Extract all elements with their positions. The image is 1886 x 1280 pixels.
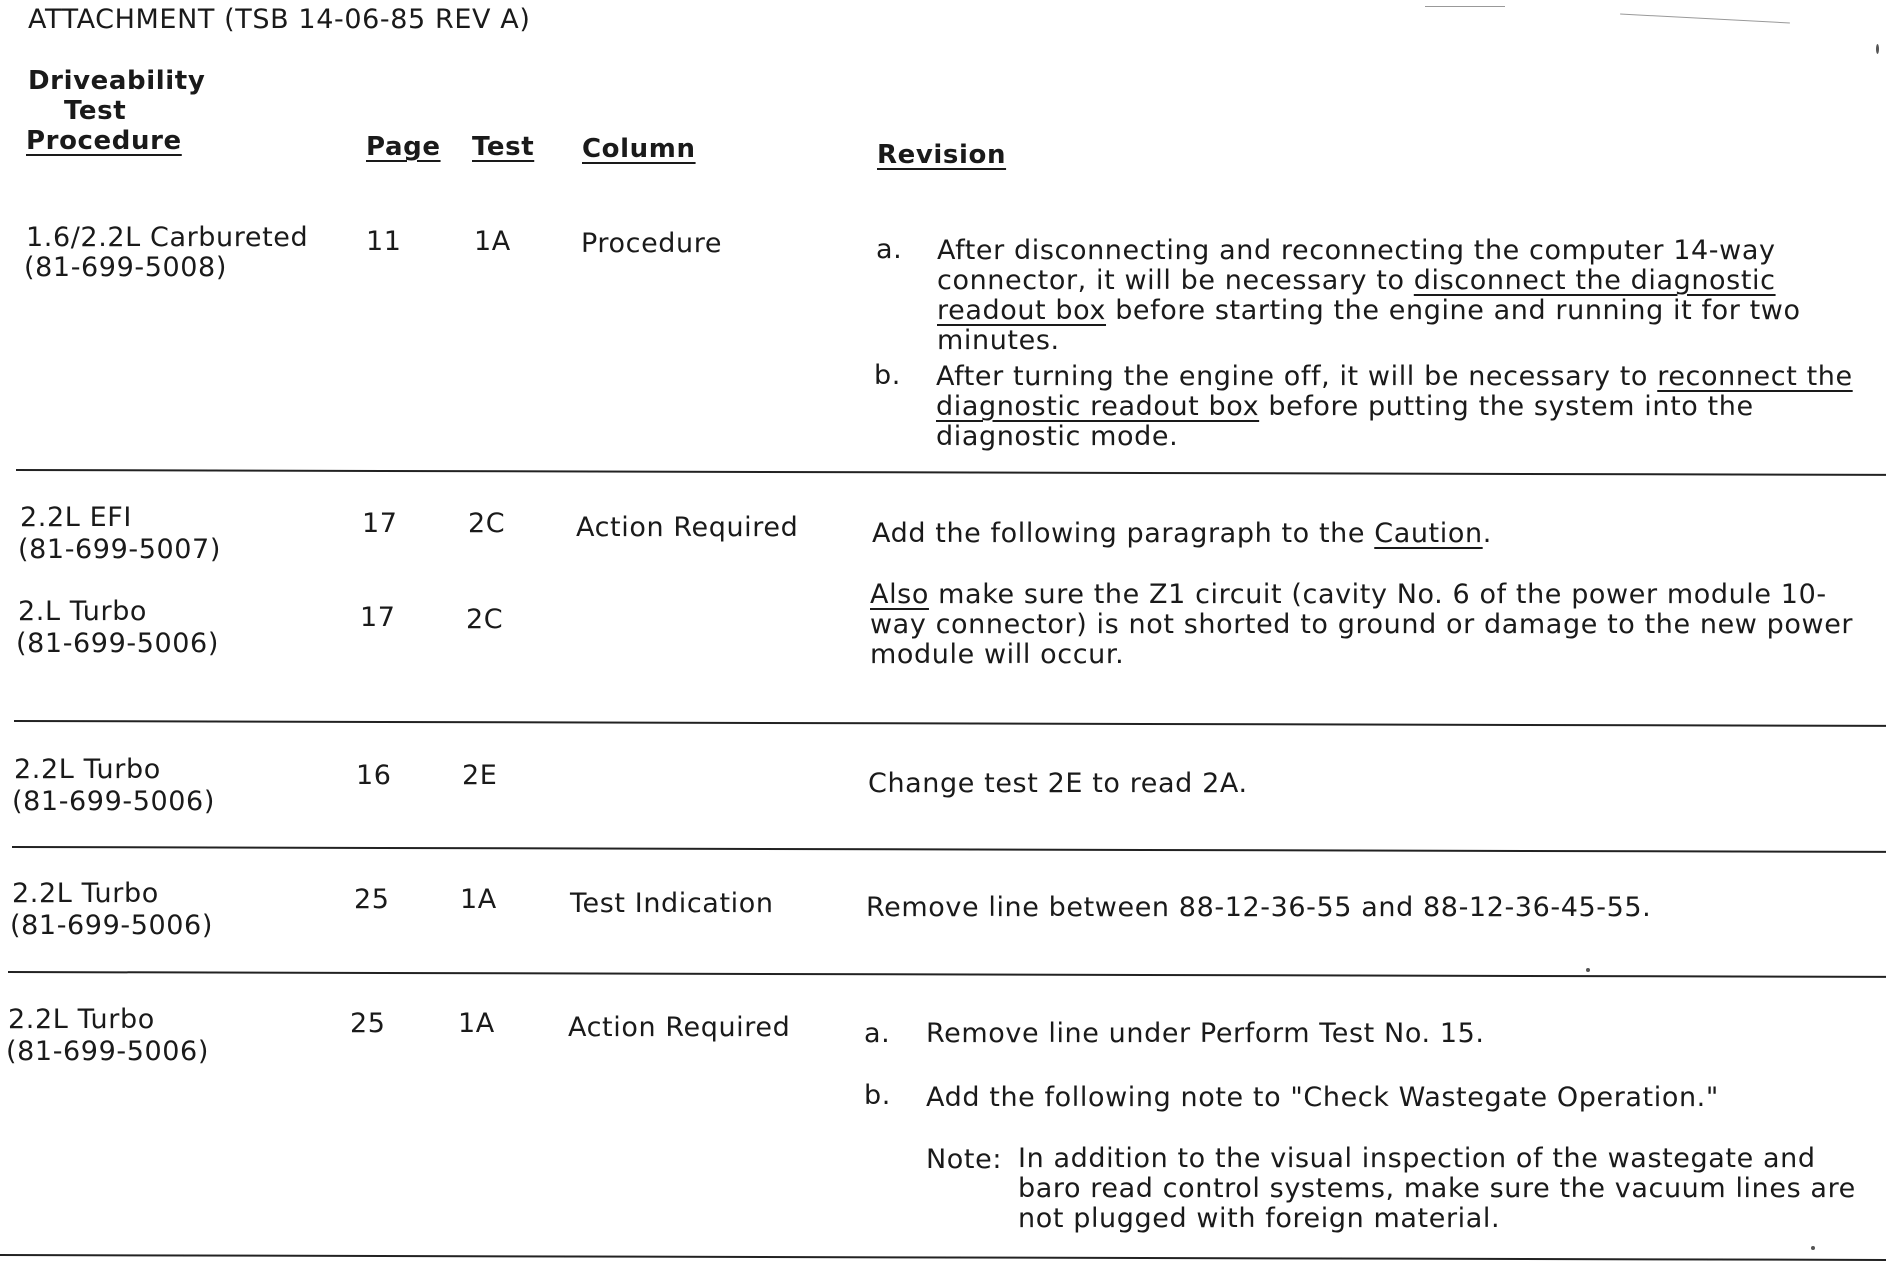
col-header-revision: Revision <box>877 140 1007 170</box>
revision-text <box>937 236 1857 356</box>
test-code: 1A <box>458 1008 495 1039</box>
revision-text: Add the following note to "Check Wastegate Operation." <box>926 1082 1719 1113</box>
part-number: (81-699-5008) <box>24 252 227 283</box>
part-number: (81-699-5006) <box>16 628 219 659</box>
test-code: 2E <box>462 760 498 791</box>
revision-underlined-text: Also <box>870 579 929 610</box>
procedure-name: 2.2L Turbo <box>14 754 161 785</box>
test-code: 2C <box>468 508 506 539</box>
column-name: Action Required <box>576 512 799 543</box>
revision-underlined-text: reconnect the diagnostic readout box <box>936 361 1853 422</box>
part-number: (81-699-5007) <box>18 534 221 565</box>
item-marker: a. <box>864 1018 891 1049</box>
revision-text-part: before starting the engine and running it for two minutes. <box>937 295 1801 356</box>
speck <box>1586 968 1590 972</box>
test-code: 1A <box>460 884 497 915</box>
page-number: 17 <box>362 508 398 539</box>
part-number: (81-699-5006) <box>12 786 215 817</box>
revision-text-part: make sure the Z1 circuit (cavity No. 6 of the power module 10-way connector) is not shorted to ground or damage to the new power module will occur. <box>870 579 1854 670</box>
revision-text-part: before putting the system into the diagnostic mode. <box>936 391 1754 452</box>
procedure-name: 2.2L Turbo <box>8 1004 155 1035</box>
procedure-name: 2.2L Turbo <box>12 878 159 909</box>
row-divider <box>0 1254 1886 1261</box>
test-code: 1A <box>474 226 511 257</box>
speck <box>1811 1246 1815 1250</box>
part-number: (81-699-5006) <box>10 910 213 941</box>
row-divider <box>12 846 1886 853</box>
page-title: ATTACHMENT (TSB 14-06-85 REV A) <box>28 4 531 35</box>
procedure-name: 2.L Turbo <box>18 596 148 627</box>
col-header-procedure-line2: Test <box>64 96 127 126</box>
col-header-test: Test <box>472 132 535 162</box>
scan-mark <box>1620 14 1790 24</box>
page-number: 16 <box>356 760 392 791</box>
page-number: 11 <box>366 226 402 257</box>
revision-text-part: After disconnecting and reconnecting the computer 14-way connector, it will be necessary to <box>937 235 1776 296</box>
revision-underlined-text: disconnect the diagnostic readout box <box>937 265 1776 326</box>
note-label: Note: <box>926 1144 1003 1175</box>
scan-mark <box>1425 6 1505 7</box>
revision-text <box>870 580 1855 670</box>
revision-text-part: Add the following paragraph to the <box>872 518 1375 549</box>
col-header-column: Column <box>582 134 696 164</box>
page-number: 25 <box>350 1008 386 1039</box>
part-number: (81-699-5006) <box>6 1036 209 1067</box>
revision-text: Remove line under Perform Test No. 15. <box>926 1018 1485 1049</box>
revision-text: Change test 2E to read 2A. <box>868 768 1248 799</box>
item-marker: b. <box>864 1080 891 1111</box>
test-code: 2C <box>466 604 504 635</box>
column-name: Action Required <box>568 1012 791 1043</box>
procedure-name: 2.2L EFI <box>20 502 132 533</box>
col-header-page: Page <box>366 132 441 162</box>
procedure-name: 1.6/2.2L Carbureted <box>26 222 309 253</box>
revision-underlined-text: Caution <box>1374 518 1483 549</box>
revision-text: Remove line between 88-12-36-55 and 88-12-36-45-55. <box>866 892 1652 923</box>
row-divider <box>14 720 1886 727</box>
revision-text-part: . <box>1482 518 1492 549</box>
revision-text <box>936 362 1866 452</box>
page-number: 25 <box>354 884 390 915</box>
item-marker: a. <box>876 234 903 265</box>
column-name: Test Indication <box>570 888 774 919</box>
item-marker: b. <box>874 360 901 391</box>
note-text: In addition to the visual inspection of the wastegate and baro read control systems, make sure the vacuum lines are not plugged with foreign material. <box>1018 1143 1856 1234</box>
row-divider <box>8 971 1886 978</box>
col-header-procedure-line1: Driveability <box>28 66 206 96</box>
speck <box>1876 44 1879 54</box>
row-divider <box>16 469 1886 476</box>
col-header-procedure-line3: Procedure <box>26 126 182 156</box>
revision-text <box>872 518 1492 549</box>
page-number: 17 <box>360 602 396 633</box>
column-name: Procedure <box>581 228 723 259</box>
revision-text-part: After turning the engine off, it will be necessary to <box>936 361 1658 392</box>
